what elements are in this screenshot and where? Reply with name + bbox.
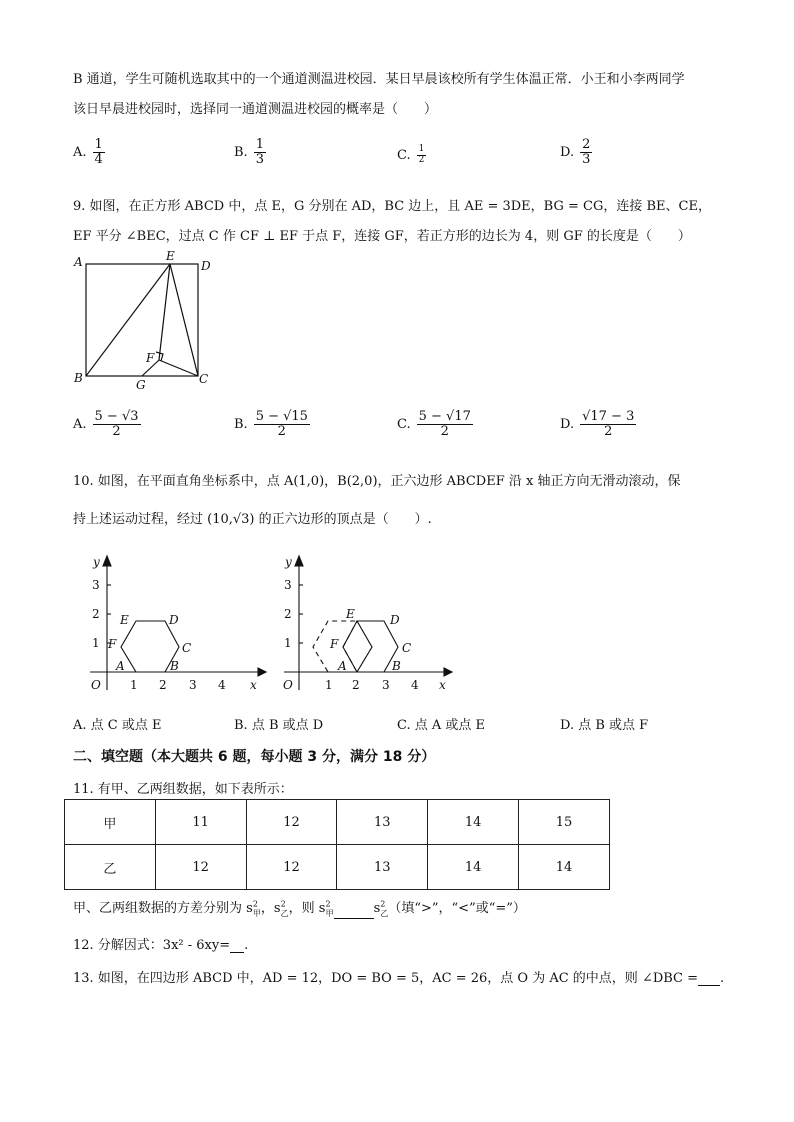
table-cell: 12 (246, 845, 337, 890)
y-axis-arrow (295, 556, 303, 566)
label-c: C (199, 372, 209, 386)
segment-fc (159, 360, 198, 376)
vertex-a: A (116, 659, 125, 673)
origin-label: O (283, 678, 293, 692)
section-title: 二、填空题（本大题共 6 题，每小题 3 分，满分 18 分） (73, 749, 436, 765)
y-label: y (93, 555, 100, 569)
table-cell: 乙 (65, 845, 156, 890)
x-tick-4: 4 (218, 678, 226, 692)
table-cell: 13 (337, 800, 428, 845)
square-abcd (86, 264, 198, 376)
y-tick-2: 2 (284, 607, 292, 621)
segment-ce (170, 264, 198, 376)
vertex-c: C (402, 641, 412, 655)
vertex-e: E (120, 613, 129, 627)
table-cell: 12 (155, 845, 246, 890)
y-axis-arrow (103, 556, 111, 566)
table-row (65, 845, 610, 890)
q11-data-table (64, 799, 610, 890)
q11-intro: 11. 有甲、乙两组数据，如下表所示： (73, 782, 293, 797)
y-tick-1: 1 (92, 636, 100, 650)
q10-option-c[interactable]: C. 点 A 或点 E (397, 718, 486, 733)
q9-option-c[interactable]: C. $\frac{5 - √17}{2}$ (397, 409, 471, 440)
vertex-e: E (346, 607, 355, 621)
origin-label: O (91, 678, 101, 692)
q13-question: 13. 如图，在四边形 ABCD 中，AD = 12，DO = BO = 5，AC = 26，点 O 为 AC 的中点，则 ∠DBC = . (73, 971, 725, 986)
x-tick-4: 4 (411, 678, 419, 692)
q8-option-c[interactable]: C. $\frac{1}{2}$ (397, 144, 425, 165)
q11-answer-blank[interactable] (334, 918, 374, 919)
x-tick-3: 3 (382, 678, 390, 692)
q10-line1: 10. 如图，在平面直角坐标系中，点 A(1,0)，B(2,0)，正六边形 ABCDEF 沿 x 轴正方向无滑动滚动，保 (73, 474, 681, 489)
q11-question: 甲、乙两组数据的方差分别为 $s^2_甲$，$s^2_乙$，则 $s^2_甲$ $s^2_乙$（填“>”，“<”或“=”） (73, 899, 526, 918)
x-tick-2: 2 (159, 678, 167, 692)
rhombus-dashed (343, 621, 372, 672)
label-a: A (74, 255, 83, 269)
x-tick-1: 1 (130, 678, 138, 692)
q8-line2: 该日早晨进校园时，选择同一通道测温进校园的概率是（ ） (73, 102, 438, 117)
q13-answer-blank[interactable] (698, 985, 720, 986)
y-tick-1: 1 (284, 636, 292, 650)
vertex-c: C (182, 641, 192, 655)
q10-option-d[interactable]: D. 点 B 或点 F (560, 718, 649, 733)
q8-option-b[interactable]: B. $\frac{1}{3}$ (234, 137, 264, 168)
x-axis-arrow (444, 668, 452, 676)
y-label: y (285, 555, 292, 569)
hexagon-rolled (343, 621, 398, 672)
q8-option-d[interactable]: D. $\frac{2}{3}$ (560, 137, 591, 168)
vertex-b: B (392, 659, 401, 673)
q9-option-d[interactable]: D. $\frac{√17 - 3}{2}$ (560, 409, 635, 440)
q8-line1: B 通道，学生可随机选取其中的一个通道测温进校园．某日早晨该校所有学生体温正常．小王和小李两同学 (73, 72, 685, 87)
label-f: F (146, 351, 155, 365)
vertex-d: D (169, 613, 179, 627)
x-tick-1: 1 (325, 678, 333, 692)
x-tick-3: 3 (189, 678, 197, 692)
q9-option-a[interactable]: A. $\frac{5 - √3}{2}$ (73, 409, 139, 440)
vertex-f: F (330, 637, 339, 651)
q10-figure-left (80, 552, 270, 697)
table-cell: 12 (246, 800, 337, 845)
q9-square-figure (70, 248, 220, 393)
x-axis-arrow (258, 668, 266, 676)
table-cell: 14 (519, 845, 610, 890)
label-d: D (201, 259, 211, 273)
y-tick-3: 3 (92, 578, 100, 592)
q8-option-a[interactable]: A. $\frac{1}{4}$ (73, 137, 103, 168)
label-e: E (166, 249, 175, 263)
table-cell: 甲 (65, 800, 156, 845)
q10-line2: 持上述运动过程，经过 (10,√3) 的正六边形的顶点是（ ）. (73, 512, 432, 527)
table-cell: 11 (155, 800, 246, 845)
q9-line1: 9. 如图，在正方形 ABCD 中，点 E，G 分别在 AD，BC 边上，且 AE = 3DE，BG = CG，连接 BE、CE， (73, 199, 711, 214)
x-tick-2: 2 (352, 678, 360, 692)
q12-answer-blank[interactable] (230, 952, 244, 953)
y-tick-2: 2 (92, 607, 100, 621)
segment-ef (159, 264, 170, 360)
table-row (65, 800, 610, 845)
q10-option-a[interactable]: A. 点 C 或点 E (73, 718, 162, 733)
vertex-a: A (338, 659, 347, 673)
segment-be (86, 264, 170, 376)
vertex-d: D (390, 613, 400, 627)
vertex-f: F (108, 637, 117, 651)
x-label: x (439, 678, 446, 692)
y-tick-3: 3 (284, 578, 292, 592)
label-b: B (74, 371, 83, 385)
q10-figure-right (274, 552, 464, 697)
table-cell: 14 (428, 800, 519, 845)
table-cell: 13 (337, 845, 428, 890)
q9-line2: EF 平分 ∠BEC，过点 C 作 CF ⊥ EF 于点 F，连接 GF，若正方形的边长为 4，则 GF 的长度是（ ） (73, 229, 691, 244)
x-label: x (250, 678, 257, 692)
table-cell: 15 (519, 800, 610, 845)
table-cell: 14 (428, 845, 519, 890)
q10-option-b[interactable]: B. 点 B 或点 D (234, 718, 324, 733)
q12-question: 12. 分解因式：3x² - 6xy= . (73, 938, 249, 953)
q9-option-b[interactable]: B. $\frac{5 - √15}{2}$ (234, 409, 308, 440)
label-g: G (136, 378, 146, 392)
vertex-b: B (170, 659, 179, 673)
